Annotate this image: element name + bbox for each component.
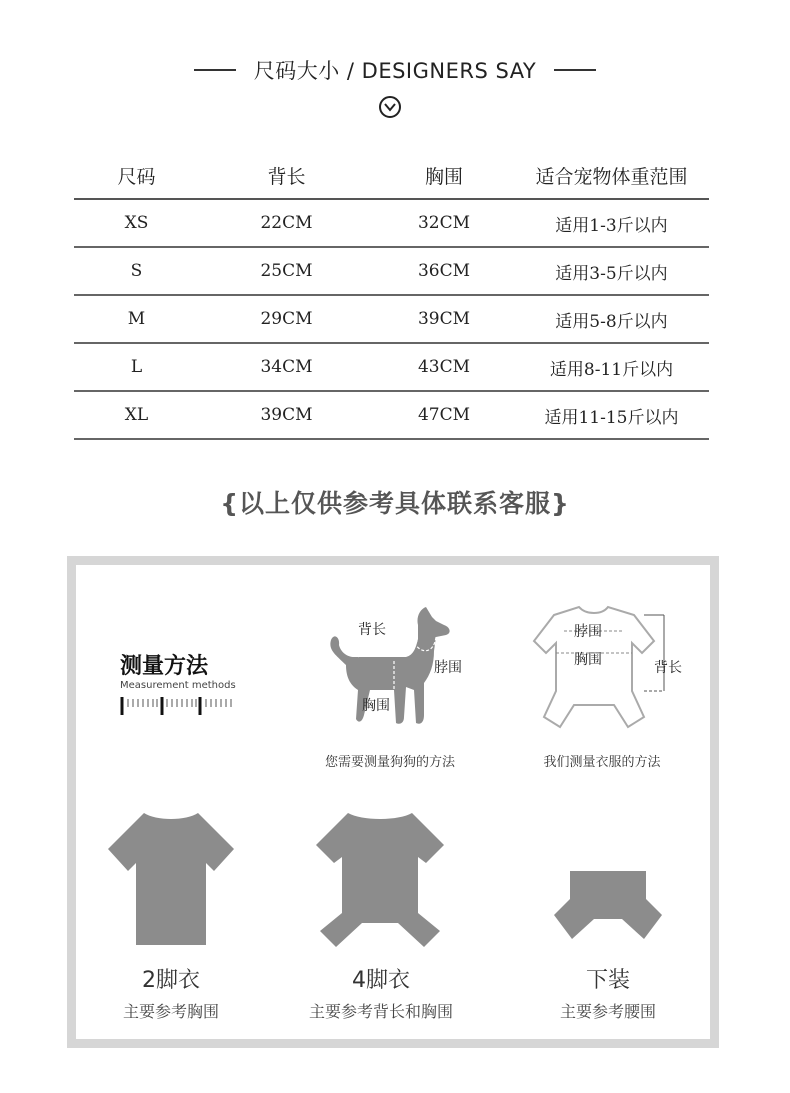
garment-hint: 主要参考胸围 <box>122 1002 219 1021</box>
garment-name: 4脚衣 <box>352 968 410 993</box>
table-cell: 适用8-11斤以内 <box>514 343 709 391</box>
table-cell: 43CM <box>374 343 514 391</box>
table-cell: 39CM <box>374 295 514 343</box>
reference-note: {以上仅供参考具体联系客服} <box>220 489 570 518</box>
measure-title: 测量方法 <box>120 654 209 679</box>
column-header: 适合宠物体重范围 <box>514 152 709 199</box>
garment-name: 2脚衣 <box>142 968 200 993</box>
table-cell: M <box>74 295 199 343</box>
table-cell: 22CM <box>199 199 374 247</box>
table-cell: 适用3-5斤以内 <box>514 247 709 295</box>
table-cell: 34CM <box>199 343 374 391</box>
size-table <box>74 152 709 440</box>
table-row <box>74 343 709 391</box>
cloth-back-label: 背长 <box>654 660 682 676</box>
size-table-header <box>74 152 709 199</box>
table-cell: 29CM <box>199 295 374 343</box>
garment-name: 下装 <box>585 968 630 993</box>
table-cell: 适用1-3斤以内 <box>514 199 709 247</box>
table-row <box>74 295 709 343</box>
garment-hint: 主要参考背长和胸围 <box>308 1002 453 1021</box>
header-rule-right <box>554 69 596 71</box>
table-cell: 适用5-8斤以内 <box>514 295 709 343</box>
table-cell: 32CM <box>374 199 514 247</box>
measure-subtitle: Measurement methods <box>120 680 236 691</box>
table-cell: 适用11-15斤以内 <box>514 391 709 439</box>
dog-caption: 您需要测量狗狗的方法 <box>324 755 455 770</box>
two-leg-garment-icon <box>104 805 238 951</box>
dog-neck-label: 脖围 <box>434 660 462 676</box>
column-header: 尺码 <box>74 152 199 199</box>
table-cell: L <box>74 343 199 391</box>
table-cell: S <box>74 247 199 295</box>
table-row <box>74 391 709 439</box>
pants-garment-icon <box>552 865 664 949</box>
header-rule-left <box>194 69 236 71</box>
table-cell: 36CM <box>374 247 514 295</box>
table-cell: 47CM <box>374 391 514 439</box>
ruler-icon <box>120 693 240 719</box>
dog-chest-label: 胸围 <box>362 698 390 714</box>
measurement-panel <box>67 556 719 1048</box>
table-cell: XS <box>74 199 199 247</box>
four-leg-garment-icon <box>314 805 446 951</box>
column-header: 胸围 <box>374 152 514 199</box>
table-row <box>74 199 709 247</box>
table-row <box>74 247 709 295</box>
header-title: 尺码大小 / DESIGNERS SAY <box>253 59 537 83</box>
cloth-chest-label: 胸围 <box>574 652 602 668</box>
table-cell: 39CM <box>199 391 374 439</box>
chevron-down-icon <box>379 96 401 118</box>
table-cell: 25CM <box>199 247 374 295</box>
section-header <box>0 52 790 88</box>
table-cell: XL <box>74 391 199 439</box>
dog-back-label: 背长 <box>358 622 386 638</box>
cloth-neck-label: 脖围 <box>574 624 602 640</box>
garment-hint: 主要参考腰围 <box>559 1002 656 1021</box>
cloth-caption: 我们测量衣服的方法 <box>543 755 661 770</box>
column-header: 背长 <box>199 152 374 199</box>
